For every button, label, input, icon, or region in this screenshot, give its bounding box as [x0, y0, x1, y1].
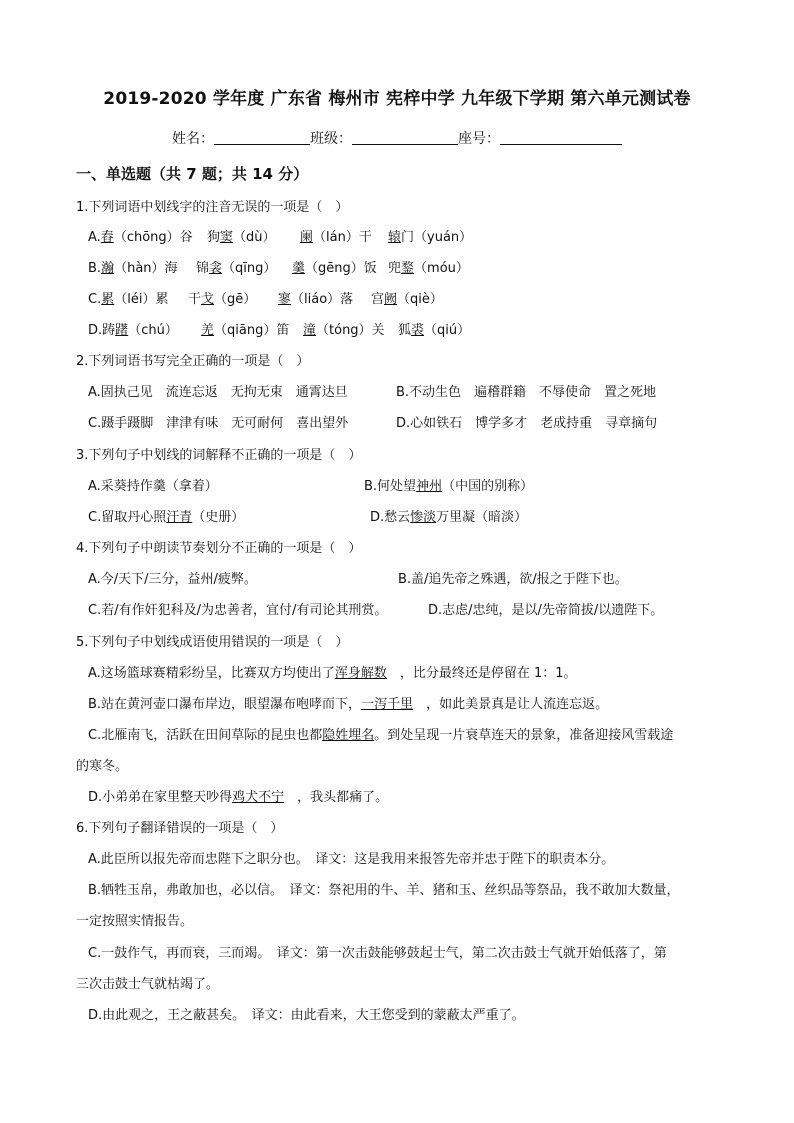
question-5-option-b: B.站在黄河壶口瀑布岸边，眼望瀑布咆哮而下，一泻千里 ，如此美景真是让人流连忘返。 — [88, 697, 609, 712]
question-4-option-a: A.今/天下/三分，益州/疲弊。 — [88, 572, 257, 587]
question-3-option-b: B.何处望神州（中国的别称） — [364, 479, 534, 494]
question-3-option-d: D.愁云惨淡万里凝（暗淡） — [370, 510, 528, 525]
question-4-option-c: C.若/有作奸犯科及/为忠善者，宜付/有司论其刑赏。 — [88, 603, 388, 618]
question-4-option-b: B.盖/追先帝之殊遇，欲/报之于陛下也。 — [398, 572, 628, 587]
question-2-option-d: D.心如铁石 博学多才 老成持重 寻章摘句 — [396, 416, 658, 431]
question-6-option-c-cont: 三次击鼓士气就枯竭了。 — [76, 977, 220, 992]
seat-blank[interactable] — [500, 130, 622, 145]
question-6-option-b-cont: 一定按照实情报告。 — [76, 914, 194, 929]
question-5-stem: 5.下列句子中划线成语使用错误的一项是（ ） — [76, 635, 349, 650]
question-6-option-a: A.此臣所以报先帝而忠陛下之职分也。 译文：这是我用来报答先帝并忠于陛下的职责本分。 — [88, 852, 615, 867]
question-2-stem: 2.下列词语书写完全正确的一项是（ ） — [76, 354, 310, 369]
section-heading: 一、单选题（共 7 题；共 14 分） — [76, 165, 309, 183]
question-6-stem: 6.下列句子翻译错误的一项是（ ） — [76, 821, 284, 836]
question-6-option-d: D.由此观之，王之蔽甚矣。 译文：由此看来，大王您受到的蒙蔽太严重了。 — [88, 1008, 525, 1023]
question-2-option-b: B.不动生色 遍稽群籍 不辱使命 置之死地 — [396, 385, 657, 400]
seat-label: 座号： — [458, 131, 500, 147]
question-6-option-c: C.一鼓作气，再而衰，三而竭。 译文：第一次击鼓能够鼓起士气，第二次击鼓士气就开始低落了，第 — [88, 946, 667, 961]
question-3-stem: 3.下列句子中划线的词解释不正确的一项是（ ） — [76, 448, 362, 463]
question-1-option-b: B.瀚（hàn）海 锦衾（qīng） 羹（gēng）饭 兜鍪（móu） — [88, 261, 469, 276]
student-info — [172, 128, 622, 148]
question-2-option-a: A.固执己见 流连忘返 无拘无束 通霄达旦 — [88, 385, 348, 400]
question-4-stem: 4.下列句子中朗读节奏划分不正确的一项是（ ） — [76, 541, 362, 556]
question-5-option-c-cont: 的寒冬。 — [76, 759, 129, 774]
page-title: 2019-2020 学年度 广东省 梅州市 宪梓中学 九年级下学期 第六单元测试卷 — [103, 89, 691, 109]
question-5-option-c: C.北雁南飞，活跃在田间草际的昆虫也都隐姓埋名。到处呈现一片衰草连天的景象，准备迎接风雪载途 — [88, 728, 674, 743]
question-1-option-a: A.舂（chōng）谷 狗窦（dù） 阑（lán）干 辕门（yuán） — [88, 230, 473, 245]
name-blank[interactable] — [214, 130, 310, 145]
question-5-option-a: A.这场篮球赛精彩纷呈，比赛双方均使出了浑身解数 ，比分最终还是停留在 1：1。 — [88, 666, 577, 681]
question-3-option-a: A.采葵持作羹（拿着） — [88, 479, 218, 494]
class-blank[interactable] — [352, 130, 458, 145]
class-label: 班级： — [310, 131, 352, 147]
question-3-option-c: C.留取丹心照汗青（史册） — [88, 510, 245, 525]
question-4-option-d: D.志虑/忠纯，是以/先帝简拔/以遗陛下。 — [428, 603, 664, 618]
name-label: 姓名： — [172, 131, 214, 147]
question-1-stem: 1.下列词语中划线字的注音无误的一项是（ ） — [76, 200, 349, 215]
question-2-option-c: C.蹑手蹑脚 津津有味 无可耐何 喜出望外 — [88, 416, 349, 431]
question-6-option-b: B.牺牲玉帛，弗敢加也，必以信。 译文：祭祀用的牛、羊、猪和玉、丝织品等祭品，我不敢加大数量， — [88, 883, 680, 898]
question-1-option-c: C.累（léi）累 干戈（gē） 寥（liáo）落 宫阙（qiè） — [88, 292, 443, 307]
question-5-option-d: D.小弟弟在家里整天吵得鸡犬不宁 ，我头都痛了。 — [88, 790, 389, 805]
question-1-option-d: D.踌躇（chú） 羌（qiāng）笛 潼（tóng）关 狐裘（qiú） — [88, 323, 471, 338]
